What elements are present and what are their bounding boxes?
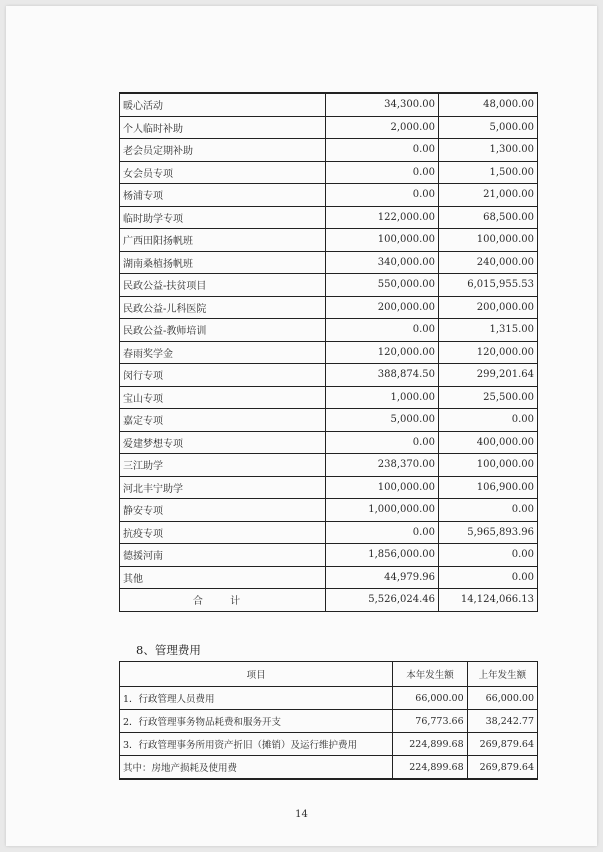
section-title: 8、管理费用 [136,643,201,657]
current-amount: 1,856,000.00 [326,544,439,567]
current-amount: 238,370.00 [326,454,439,477]
current-amount: 100,000.00 [326,229,439,252]
item-name: 三江助学 [120,454,326,477]
header-previous: 上年发生额 [467,662,537,687]
current-amount: 340,000.00 [326,251,439,274]
item-name: 其他 [120,566,326,589]
current-amount: 1,000.00 [326,386,439,409]
header-item: 项目 [120,662,393,687]
previous-amount: 48,000.00 [439,93,538,116]
previous-amount: 21,000.00 [439,184,538,207]
previous-amount: 400,000.00 [439,431,538,454]
item-name: 闵行专项 [120,364,326,387]
previous-amount: 0.00 [439,544,538,567]
current-amount: 0.00 [326,161,439,184]
table-row [120,93,538,116]
total-row [120,589,538,612]
item-name: 抗疫专项 [120,521,326,544]
table-header-row [120,662,538,687]
table-row [120,341,538,364]
table-row [120,139,538,162]
previous-amount: 68,500.00 [439,206,538,229]
previous-amount: 66,000.00 [467,687,537,710]
current-amount: 0.00 [326,184,439,207]
current-amount: 66,000.00 [393,687,467,710]
current-amount: 44,979.96 [326,566,439,589]
table-row [120,687,538,710]
item-name: 女会员专项 [120,161,326,184]
table-row [120,386,538,409]
current-amount: 122,000.00 [326,206,439,229]
table-row [120,116,538,139]
item-name: 春雨奖学金 [120,341,326,364]
item-name: 爱建梦想专项 [120,431,326,454]
current-amount: 120,000.00 [326,341,439,364]
current-amount: 100,000.00 [326,476,439,499]
current-amount: 1,000,000.00 [326,499,439,522]
current-amount: 5,000.00 [326,409,439,432]
current-amount: 0.00 [326,139,439,162]
item-name: 2．行政管理事务物品耗费和服务开支 [120,710,393,733]
table-row [120,364,538,387]
table-row [120,499,538,522]
table-row [120,229,538,252]
previous-amount: 1,315.00 [439,319,538,342]
table-row [120,296,538,319]
previous-amount: 269,879.64 [467,756,537,780]
current-amount: 224,899.68 [393,733,467,756]
item-name: 广西田阳扬帆班 [120,229,326,252]
previous-amount: 5,000.00 [439,116,538,139]
item-name: 3．行政管理事务所用资产折旧（摊销）及运行维护费用 [120,733,393,756]
table-row [120,409,538,432]
previous-amount: 1,500.00 [439,161,538,184]
previous-amount: 1,300.00 [439,139,538,162]
total-label: 合 计 [120,589,326,612]
table-row [120,733,538,756]
item-name: 民政公益-儿科医院 [120,296,326,319]
previous-amount: 200,000.00 [439,296,538,319]
previous-amount: 106,900.00 [439,476,538,499]
previous-amount: 299,201.64 [439,364,538,387]
table-row [120,476,538,499]
item-name: 湖南桑植扬帆班 [120,251,326,274]
item-name: 民政公益-扶贫项目 [120,274,326,297]
table-row [120,251,538,274]
table-row [120,566,538,589]
item-name: 宝山专项 [120,386,326,409]
item-name: 暖心活动 [120,93,326,116]
header-current: 本年发生额 [393,662,467,687]
previous-amount: 25,500.00 [439,386,538,409]
current-amount: 34,300.00 [326,93,439,116]
table-row [120,184,538,207]
total-current: 5,526,024.46 [326,589,439,612]
table-row [120,544,538,567]
total-previous: 14,124,066.13 [439,589,538,612]
previous-amount: 6,015,955.53 [439,274,538,297]
item-name: 嘉定专项 [120,409,326,432]
current-amount: 0.00 [326,431,439,454]
item-name: 临时助学专项 [120,206,326,229]
current-amount: 550,000.00 [326,274,439,297]
current-amount: 2,000.00 [326,116,439,139]
table-row [120,206,538,229]
previous-amount: 0.00 [439,566,538,589]
page-number: 14 [295,809,308,820]
table-row [120,319,538,342]
item-name: 民政公益-教师培训 [120,319,326,342]
previous-amount: 120,000.00 [439,341,538,364]
management-expense-table [119,661,538,780]
item-name: 河北丰宁助学 [120,476,326,499]
table-row [120,756,538,780]
current-amount: 224,899.68 [393,756,467,780]
expense-detail-table [119,92,538,612]
table-row [120,521,538,544]
item-name: 其中：房地产损耗及使用费 [120,756,393,780]
current-amount: 388,874.50 [326,364,439,387]
previous-amount: 240,000.00 [439,251,538,274]
table-row [120,431,538,454]
item-name: 德援河南 [120,544,326,567]
previous-amount: 100,000.00 [439,454,538,477]
previous-amount: 5,965,893.96 [439,521,538,544]
table-row [120,274,538,297]
previous-amount: 0.00 [439,499,538,522]
item-name: 静安专项 [120,499,326,522]
item-name: 杨浦专项 [120,184,326,207]
previous-amount: 100,000.00 [439,229,538,252]
current-amount: 0.00 [326,521,439,544]
item-name: 1．行政管理人员费用 [120,687,393,710]
current-amount: 200,000.00 [326,296,439,319]
item-name: 老会员定期补助 [120,139,326,162]
table-row [120,454,538,477]
previous-amount: 38,242.77 [467,710,537,733]
document-page [6,6,597,846]
current-amount: 0.00 [326,319,439,342]
table-row [120,161,538,184]
table-row [120,710,538,733]
current-amount: 76,773.66 [393,710,467,733]
previous-amount: 0.00 [439,409,538,432]
item-name: 个人临时补助 [120,116,326,139]
previous-amount: 269,879.64 [467,733,537,756]
